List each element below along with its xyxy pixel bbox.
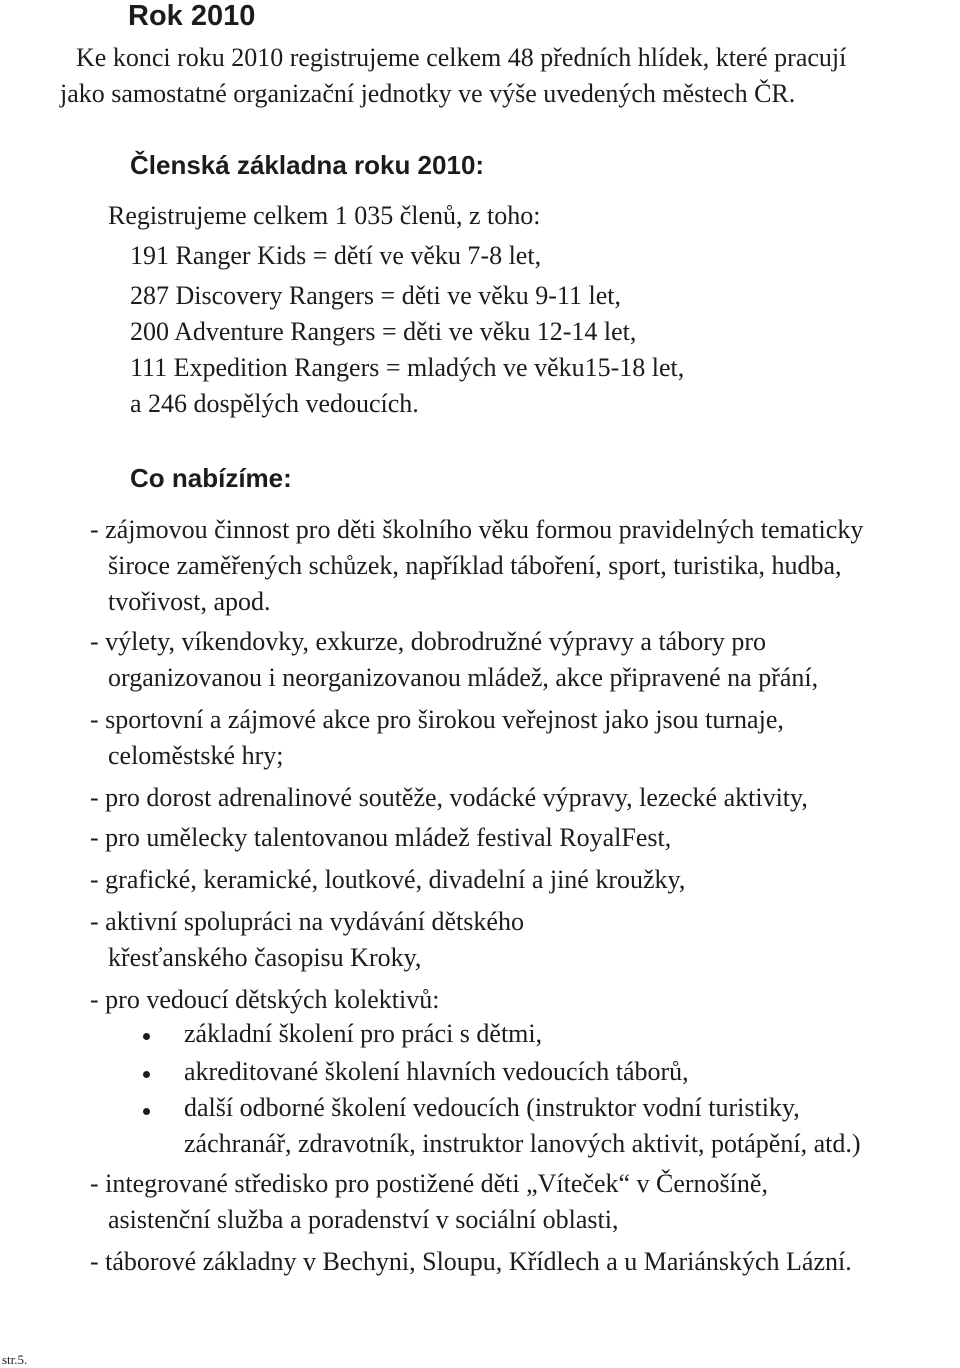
offer-item-cont: organizovanou i neorganizovanou mládež, akce připravené na přání, [108, 663, 819, 692]
bullet-item: akreditované školení hlavních vedoucích táborů, [184, 1057, 689, 1086]
offer-item: - výlety, víkendovky, exkurze, dobrodružné výpravy a tábory pro [90, 627, 767, 656]
offer-item: - zájmovou činnost pro děti školního věku formou pravidelných tematicky [90, 515, 864, 544]
offer-item: - pro umělecky talentovanou mládež festival RoyalFest, [90, 823, 672, 852]
intro-line-2: jako samostatné organizační jednotky ve výše uvedených městech ČR. [60, 79, 796, 108]
offer-item-cont: celoměstské hry; [108, 741, 284, 770]
page-number: str.5. [2, 1352, 28, 1367]
offer-item: - táborové základny v Bechyni, Sloupu, Křídlech a u Mariánských Lázní. [90, 1247, 852, 1276]
bullet-marker [143, 1033, 150, 1040]
membership-line: Registrujeme celkem 1 035 členů, z toho: [108, 201, 541, 230]
bullet-item-cont: záchranář, zdravotník, instruktor lanových aktivit, potápění, atd.) [184, 1129, 861, 1158]
page-title: Rok 2010 [128, 0, 256, 32]
membership-heading: Členská základna roku 2010: [130, 150, 485, 180]
offer-item: - pro dorost adrenalinové soutěže, vodácké výpravy, lezecké aktivity, [90, 783, 808, 812]
membership-line: 111 Expedition Rangers = mladých ve věku15-18 let, [130, 353, 685, 382]
offer-item: - sportovní a zájmové akce pro širokou veřejnost jako jsou turnaje, [90, 705, 784, 734]
offer-item: - aktivní spolupráci na vydávání dětského [90, 907, 524, 936]
bullet-marker [143, 1108, 150, 1115]
offer-heading: Co nabízíme: [130, 463, 292, 493]
offer-item-cont: asistenční služba a poradenství v sociální oblasti, [108, 1205, 619, 1234]
offer-item: - integrované středisko pro postižené děti „Víteček“ v Černošíně, [90, 1169, 768, 1198]
intro-line-1: Ke konci roku 2010 registrujeme celkem 48 předních hlídek, které pracují [76, 43, 847, 72]
offer-item-cont: křesťanského časopisu Kroky, [108, 943, 422, 972]
membership-line: 191 Ranger Kids = dětí ve věku 7-8 let, [130, 241, 542, 270]
offer-item-cont: tvořivost, apod. [108, 587, 271, 616]
offer-item-cont: široce zaměřených schůzek, například táboření, sport, turistika, hudba, [108, 551, 842, 580]
bullet-item: základní školení pro práci s dětmi, [184, 1019, 543, 1048]
bullet-item: další odborné školení vedoucích (instruktor vodní turistiky, [184, 1093, 800, 1122]
membership-line: 287 Discovery Rangers = děti ve věku 9-11 let, [130, 281, 621, 310]
bullet-marker [143, 1071, 150, 1078]
membership-line: a 246 dospělých vedoucích. [130, 389, 419, 418]
membership-line: 200 Adventure Rangers = děti ve věku 12-14 let, [130, 317, 637, 346]
offer-item: - pro vedoucí dětských kolektivů: [90, 985, 440, 1014]
offer-item: - grafické, keramické, loutkové, divadelní a jiné kroužky, [90, 865, 686, 894]
